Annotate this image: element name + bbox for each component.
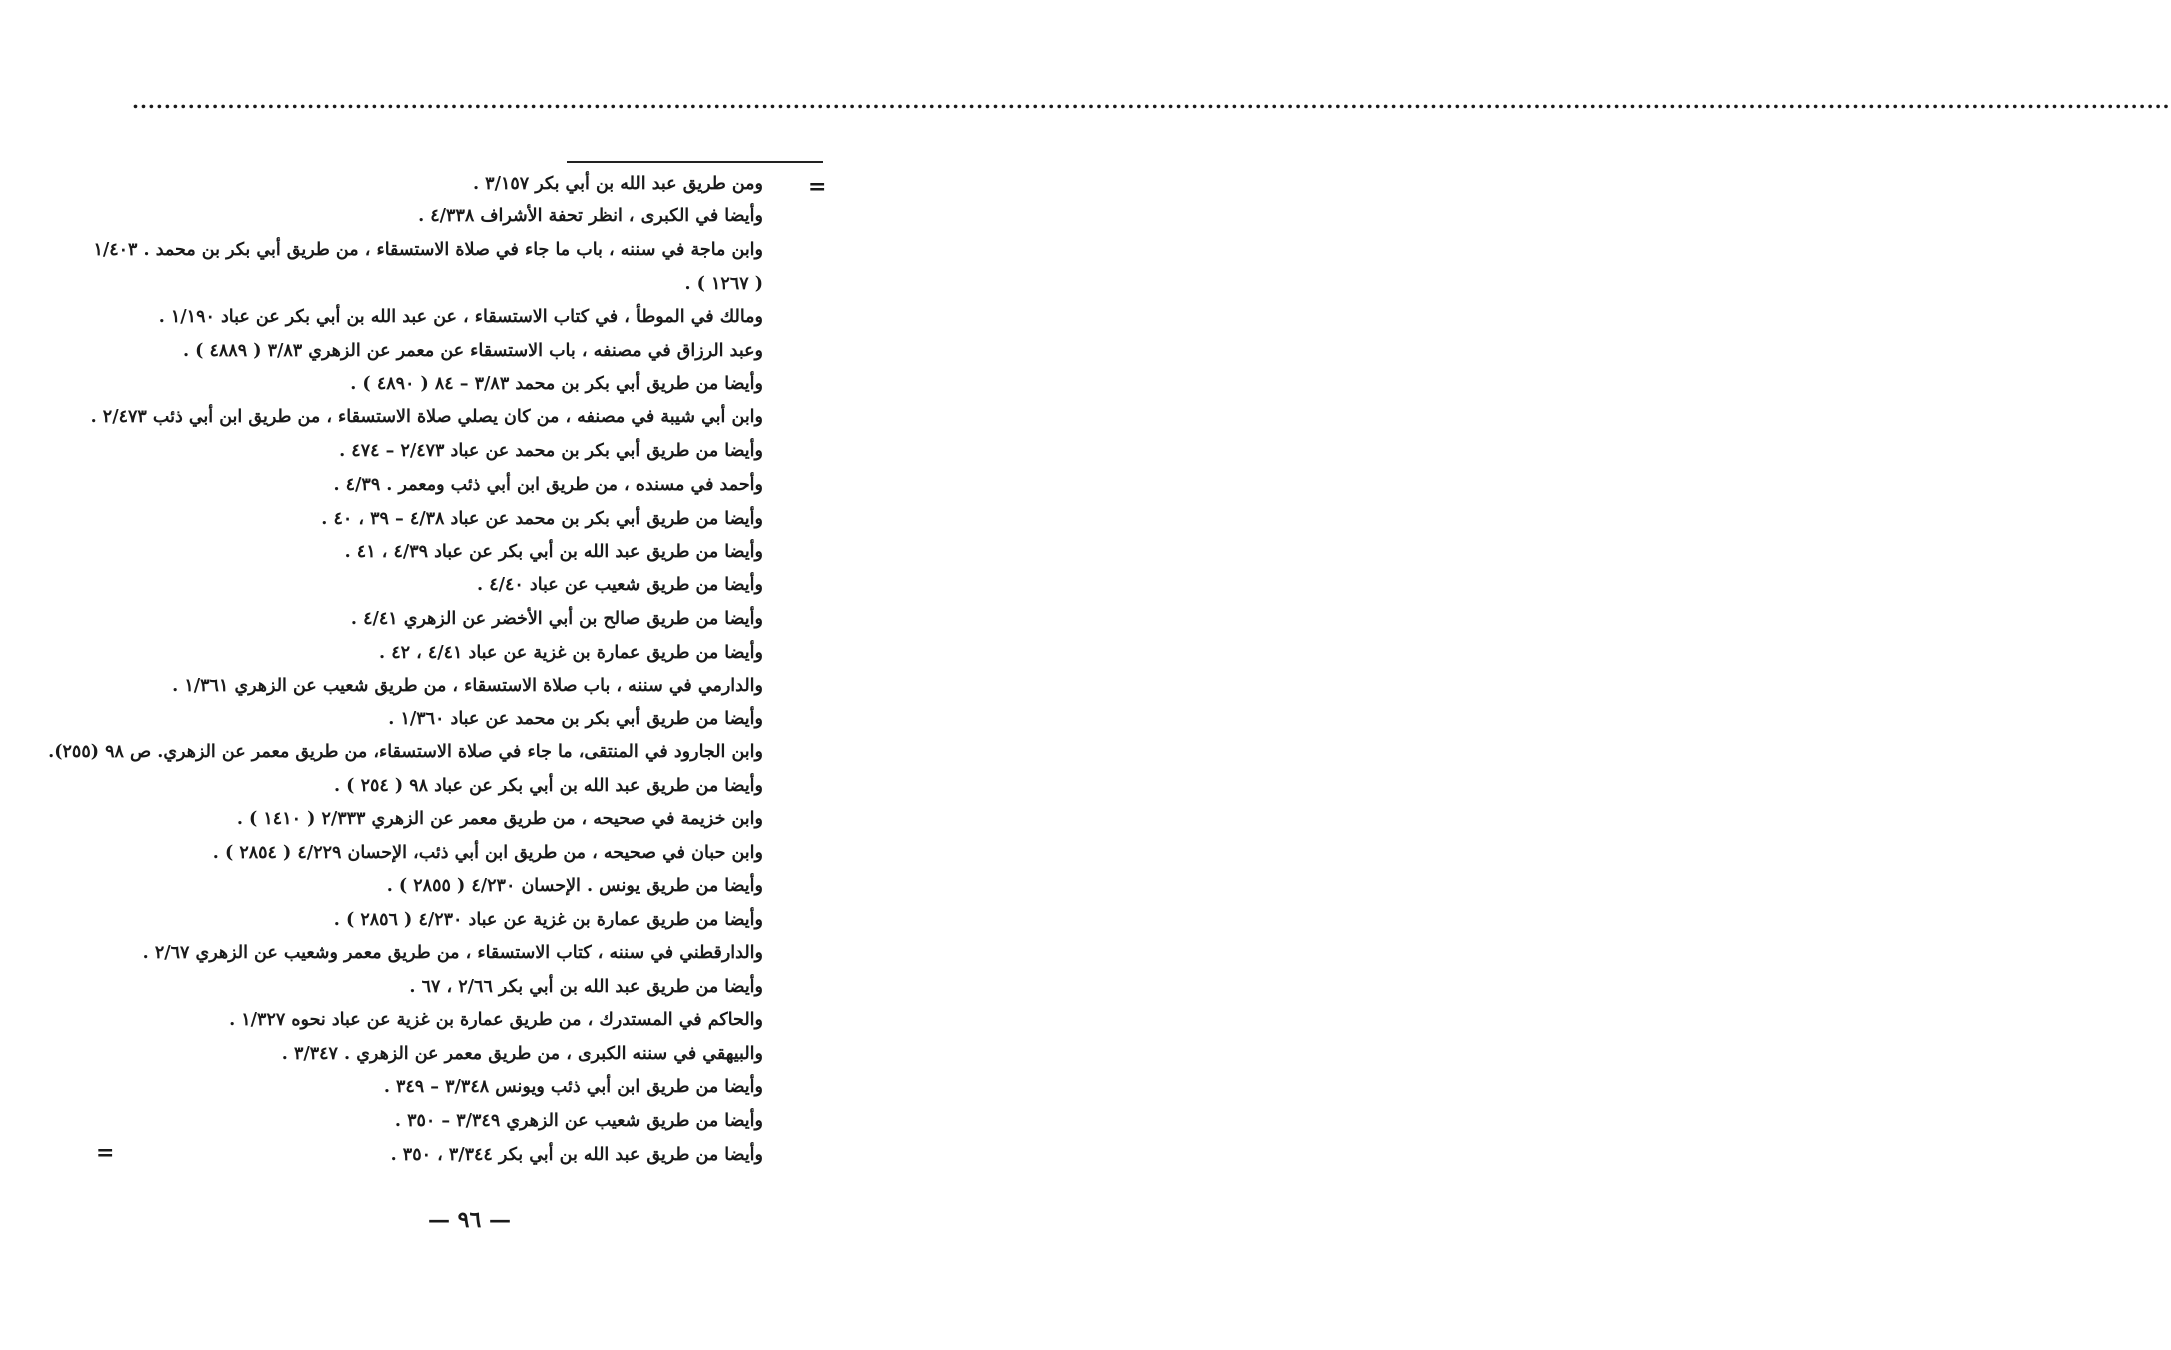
footnote-rule (567, 161, 823, 163)
footnote-line: وأيضا من طريق يونس . الإحسان ٤/٢٣٠ ( ٢٨٥٥ ) . (386, 876, 763, 896)
footnote-line: وابن حبان في صحيحه ، من طريق ابن أبي ذئب، الإحسان ٤/٢٢٩ ( ٢٨٥٤ ) . (212, 843, 763, 863)
footnote-line: وابن الجارود في المنتقى، ما جاء في صلاة الاستسقاء، من طريق معمر عن الزهري. ص ٩٨ (٢٥٥). (48, 742, 763, 762)
footnote-line: وأيضا من طريق صالح بن أبي الأخضر عن الزهري ٤/٤١ . (350, 609, 763, 629)
footnote-line: وأيضا من طريق عبد الله بن أبي بكر ٢/٦٦ ، ٦٧ . (409, 977, 763, 997)
footnote-line: ومالك في الموطأ ، في كتاب الاستسقاء ، عن عبد الله بن أبي بكر عن عباد ١/١٩٠ . (158, 307, 763, 327)
footnote-line: وأيضا من طريق عمارة بن غزية عن عباد ٤/٤١ ، ٤٢ . (379, 643, 763, 663)
footnote-line: والدارقطني في سننه ، كتاب الاستسقاء ، من طريق معمر وشعيب عن الزهري ٢/٦٧ . (142, 943, 763, 963)
footnote-line: والدارمي في سننه ، باب صلاة الاستسقاء ، من طريق شعيب عن الزهري ١/٣٦١ . (172, 676, 763, 696)
footnote-line: وابن خزيمة في صحيحه ، من طريق معمر عن الزهري ٢/٣٣٣ ( ١٤١٠ ) . (236, 809, 763, 829)
separator-dots: ................................................................................................................................................................................................................................................................ (132, 89, 2171, 113)
footnote-line: وأحمد في مسنده ، من طريق ابن أبي ذئب ومعمر . ٤/٣٩ . (333, 475, 763, 495)
footnote-line: وأيضا من طريق أبي بكر بن محمد عن عباد ٤/٣٨ – ٣٩ ، ٤٠ . (321, 509, 763, 529)
footnote-line: وأيضا من طريق شعيب عن الزهري ٣/٣٤٩ – ٣٥٠ . (394, 1111, 763, 1131)
footnote-line: والحاكم في المستدرك ، من طريق عمارة بن غزية عن عباد نحوه ١/٣٢٧ . (229, 1010, 763, 1030)
page-number: — ٩٦ — (428, 1207, 511, 1233)
footnote-line: وابن أبي شيبة في مصنفه ، من كان يصلي صلاة الاستسقاء ، من طريق ابن أبي ذئب ٢/٤٧٣ . (90, 407, 763, 427)
footnote-line: وأيضا من طريق شعيب عن عباد ٤/٤٠ . (477, 575, 763, 595)
footnote-line: وأيضا من طريق عبد الله بن أبي بكر عن عباد ٩٨ ( ٢٥٤ ) . (334, 776, 763, 796)
footnote-line: ( ١٢٦٧ ) . (684, 274, 763, 294)
continuation-mark-top: = (808, 174, 827, 200)
footnote-line: ومن طريق عبد الله بن أبي بكر ٣/١٥٧ . (472, 174, 763, 194)
footnote-line: وأيضا في الكبرى ، انظر تحفة الأشراف ٤/٣٣٨ . (418, 206, 763, 226)
footnote-line: والبيهقي في سننه الكبرى ، من طريق معمر عن الزهري . ٣/٣٤٧ . (281, 1044, 763, 1064)
footnote-line: وأيضا من طريق أبي بكر بن محمد عن عباد ١/٣٦٠ . (388, 709, 763, 729)
footnote-line: وأيضا من طريق عبد الله بن أبي بكر عن عباد ٤/٣٩ ، ٤١ . (344, 542, 763, 562)
footnote-line: وابن ماجة في سننه ، باب ما جاء في صلاة الاستسقاء ، من طريق أبي بكر بن محمد . ١/٤٠٣ (93, 240, 763, 260)
footnote-line: وعبد الرزاق في مصنفه ، باب الاستسقاء عن معمر عن الزهري ٣/٨٣ ( ٤٨٨٩ ) . (182, 341, 763, 361)
footnote-line: وأيضا من طريق أبي بكر بن محمد ٣/٨٣ – ٨٤ ( ٤٨٩٠ ) . (350, 374, 763, 394)
footnote-line: وأيضا من طريق ابن أبي ذئب ويونس ٣/٣٤٨ – ٣٤٩ . (383, 1077, 763, 1097)
footnote-line: وأيضا من طريق عبد الله بن أبي بكر ٣/٣٤٤ ، ٣٥٠ . (390, 1145, 763, 1165)
footnote-line: وأيضا من طريق عمارة بن غزية عن عباد ٤/٢٣٠ ( ٢٨٥٦ ) . (333, 910, 763, 930)
continuation-mark-bottom: = (96, 1140, 115, 1166)
footnote-line: وأيضا من طريق أبي بكر بن محمد عن عباد ٢/٤٧٣ – ٤٧٤ . (339, 441, 763, 461)
